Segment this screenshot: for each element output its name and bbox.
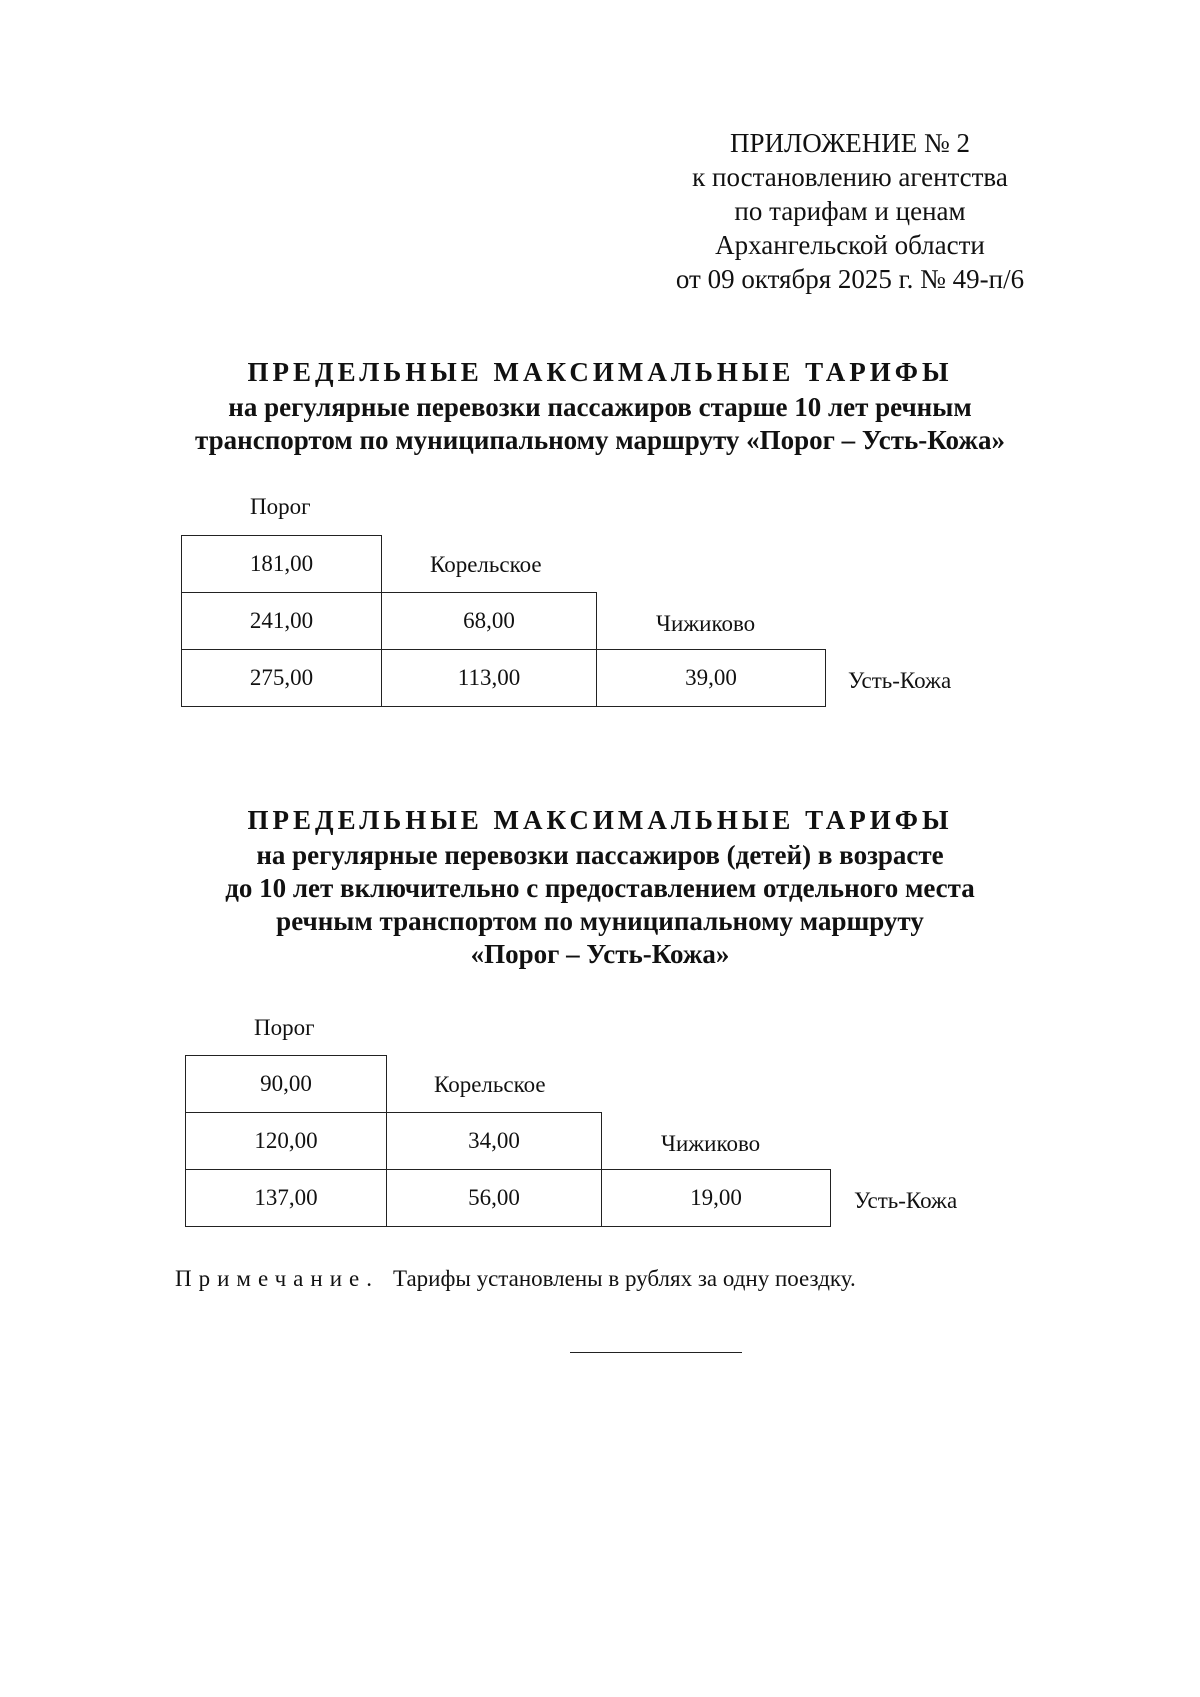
section1-subtitle-line: транспортом по муниципальному маршруту «Порог – Усть-Кожа» [195,425,1005,455]
tariff-cell: 120,00 [185,1112,387,1170]
note-text: Тарифы установлены в рублях за одну поездку. [392,1266,856,1291]
tariff-cell: 181,00 [181,535,382,593]
tariff-cell: 34,00 [386,1112,602,1170]
tariff-cell: 39,00 [596,649,826,707]
section2-heading [150,804,1050,971]
tariff-cell: 56,00 [386,1169,602,1227]
stop-label-porog: Порог [254,1015,315,1040]
section1-subtitle-line: на регулярные перевозки пассажиров старше 10 лет речным [228,392,972,422]
annex-header [640,126,1060,296]
stop-label-porog: Порог [250,494,311,519]
annex-line: по тарифам и ценам [734,196,966,226]
stop-label-korelskoe: Корельское [434,1072,546,1097]
tariff-cell: 68,00 [381,592,597,650]
note [175,1266,856,1292]
annex-line: ПРИЛОЖЕНИЕ № 2 [729,128,971,158]
stop-label-ust-kozha: Усть-Кожа [848,668,952,693]
tariff-cell: 241,00 [181,592,382,650]
section2-subtitle-line: на регулярные перевозки пассажиров (детей) в возрасте [256,840,944,870]
section2-subtitle-line: речным транспортом по муниципальному маршруту [276,906,924,936]
section2-subtitle-line: «Порог – Усть-Кожа» [470,939,730,969]
note-label: Примечание. [175,1266,379,1291]
section1-heading [150,356,1050,457]
annex-line: от 09 октября 2025 г. № 49-п/6 [675,264,1025,294]
stop-label-chizhikovo: Чижиково [656,611,756,636]
tariff-cell: 19,00 [601,1169,831,1227]
tariff-cell: 113,00 [381,649,597,707]
stop-label-korelskoe: Корельское [430,552,542,577]
stop-label-chizhikovo: Чижиково [661,1131,761,1156]
tariff-cell: 90,00 [185,1055,387,1113]
section1-title: ПРЕДЕЛЬНЫЕ МАКСИМАЛЬНЫЕ ТАРИФЫ [247,357,953,387]
annex-line: Архангельской области [715,230,985,260]
annex-line: к постановлению агентства [692,162,1008,192]
tariff-cell: 275,00 [181,649,382,707]
closing-rule [570,1352,742,1353]
tariff-cell: 137,00 [185,1169,387,1227]
section2-title: ПРЕДЕЛЬНЫЕ МАКСИМАЛЬНЫЕ ТАРИФЫ [247,805,953,835]
stop-label-ust-kozha: Усть-Кожа [854,1188,958,1213]
section2-subtitle-line: до 10 лет включительно с предоставлением отдельного места [225,873,975,903]
